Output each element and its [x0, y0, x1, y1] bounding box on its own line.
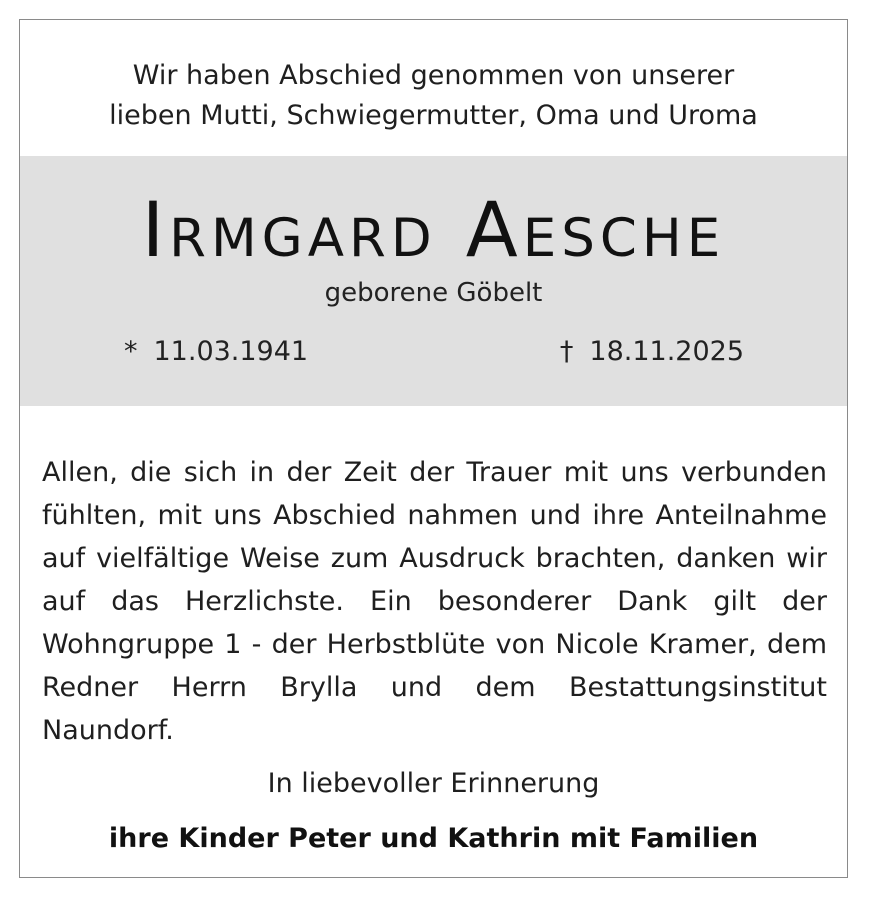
name-band: [20, 156, 847, 406]
intro-line-2: lieben Mutti, Schwiegermutter, Oma und Uroma: [109, 100, 758, 131]
birth-date: 11.03.1941: [153, 336, 309, 367]
closing-line: In liebevoller Erinnerung: [267, 768, 600, 799]
intro-line-1: Wir haben Abschied genommen von unserer: [132, 60, 735, 91]
thank-you-message: Allen, die sich in der Zeit der Trauer mit uns verbunden fühlten, mit uns Abschied nahmen und ihre Anteilnahme auf vielfältige Weise zum Ausdruck brachten, danken wir auf das Herzlichste. Ein besonderer Dank gilt der Wohngruppe 1 - der Herbstblüte von Nicole Kramer, dem Redner Herrn Brylla und dem Bestattungsinstitut Naundorf.: [42, 457, 827, 746]
signature-line: ihre Kinder Peter und Kathrin mit Familien: [108, 823, 759, 854]
deceased-name: Irmgard Aesche: [141, 185, 726, 274]
birth-star-icon: *: [124, 336, 138, 367]
obituary-frame: [19, 19, 848, 878]
death-cross-icon: †: [559, 336, 574, 367]
maiden-name: geborene Göbelt: [324, 278, 543, 308]
intro-text: [20, 56, 847, 136]
birth-date-line: [124, 334, 308, 370]
death-date-line: [560, 334, 744, 370]
death-date: 18.11.2025: [589, 336, 744, 367]
